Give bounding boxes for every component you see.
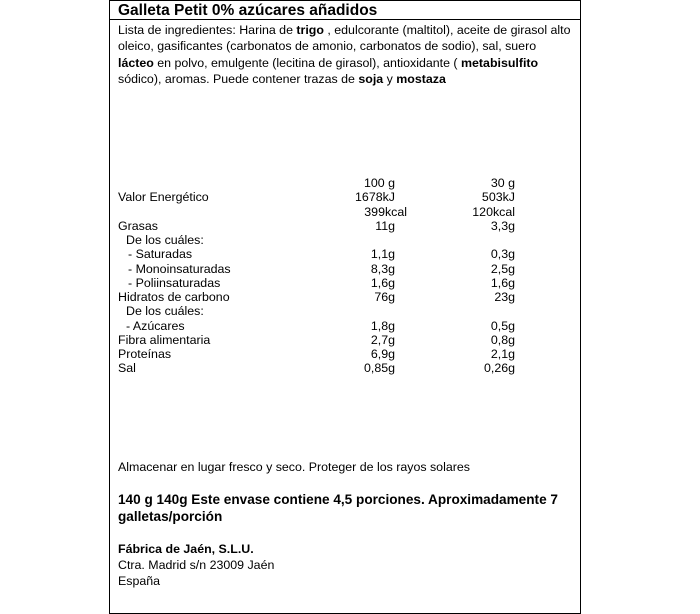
nutrition-row [0,262,700,277]
value-30g: 0,8g [490,333,515,347]
value-30g: 2,5g [490,262,515,276]
value-100g: 1,1g [370,247,395,261]
allergen-wheat: trigo [296,23,324,37]
storage-instructions: Almacenar en lugar fresco y seco. Proteger de los rayos solares [118,460,470,474]
value-100g: 11g [375,219,395,233]
allergen-mustard: mostaza [396,72,446,87]
value-30g: 0,3g [490,247,515,261]
allergen-sulphite: metabisulfito [461,55,539,70]
value-30g: 503kJ [481,190,515,204]
value-30g: 0,26g [483,361,515,375]
allergen-soy: soja [358,72,384,87]
value-100g: 76g [374,290,395,304]
nutrition-row [0,233,700,248]
nutrition-header-row [0,176,700,191]
value-30g: 23g [494,290,515,304]
header-30g: 30 g [490,176,515,190]
nutrition-row [0,304,700,319]
product-title: Galleta Petit 0% azúcares añadidos [118,2,378,19]
nutrition-row [0,276,700,291]
ingredients-text: en polvo, emulgente (lecitina de girasol), antioxidante ( [153,55,462,70]
nutrition-row [0,190,700,205]
nutrient-label: Fibra alimentaria [118,333,211,347]
nutrition-row [0,319,700,334]
value-100g: 0,85g [363,361,395,375]
package-info: 140 g 140g Este envase contiene 4,5 porciones. Aproximadamente 7 galletas/porción [118,492,558,524]
company-name: Fábrica de Jaén, S.L.U. [118,542,254,556]
nutrient-label: De los cuáles: [126,304,204,318]
value-100g: 399kcal [364,205,407,219]
value-30g: 0,5g [490,319,515,333]
value-100g: 1678kJ [355,190,395,204]
nutrition-row [0,247,700,262]
nutrition-row [0,333,700,348]
nutrient-label: Sal [118,361,136,375]
allergen-milk: lácteo [118,55,154,70]
nutrient-label: - Saturadas [128,247,193,261]
nutrient-label: Hidratos de carbono [118,290,230,304]
value-100g: 2,7g [370,333,395,347]
nutrient-label: - Monoinsaturadas [128,262,231,276]
nutrition-row [0,361,700,376]
ingredients-text: y [383,72,397,87]
nutrient-label: De los cuáles: [126,233,204,247]
value-30g: 2,1g [490,347,515,361]
value-100g: 6,9g [370,347,395,361]
nutrition-row [0,290,700,305]
value-100g: 1,6g [370,276,395,290]
company-address: Ctra. Madrid s/n 23009 Jaén [118,558,275,572]
nutrient-label: - Azúcares [126,319,185,333]
header-100g: 100 g [363,176,395,190]
value-30g: 3,3g [490,219,515,233]
nutrition-row [0,205,700,220]
nutrition-row [0,219,700,234]
ingredients-list [118,22,574,88]
ingredients-text: sódico), aromas. Puede contener trazas de [118,72,359,87]
nutrient-label: Grasas [118,219,158,233]
value-100g: 1,8g [370,319,395,333]
top-border [109,0,581,1]
nutrient-label: Valor Energético [118,190,209,204]
company-country: España [118,574,161,588]
ingredients-text: Lista de ingredientes: Harina de [118,23,297,37]
value-30g: 1,6g [490,276,515,290]
value-30g: 120kcal [472,205,515,219]
nutrient-label: Proteínas [118,347,172,361]
ingredients-text: , edulcorante (maltitol), aceite de girasol alto oleico, gasificantes (carbonatos de amonio, carbonatos de sodio), sal, suero [118,23,571,54]
nutrient-label: - Poliinsaturadas [128,276,221,290]
nutrition-row [0,347,700,362]
value-100g: 8,3g [370,262,395,276]
